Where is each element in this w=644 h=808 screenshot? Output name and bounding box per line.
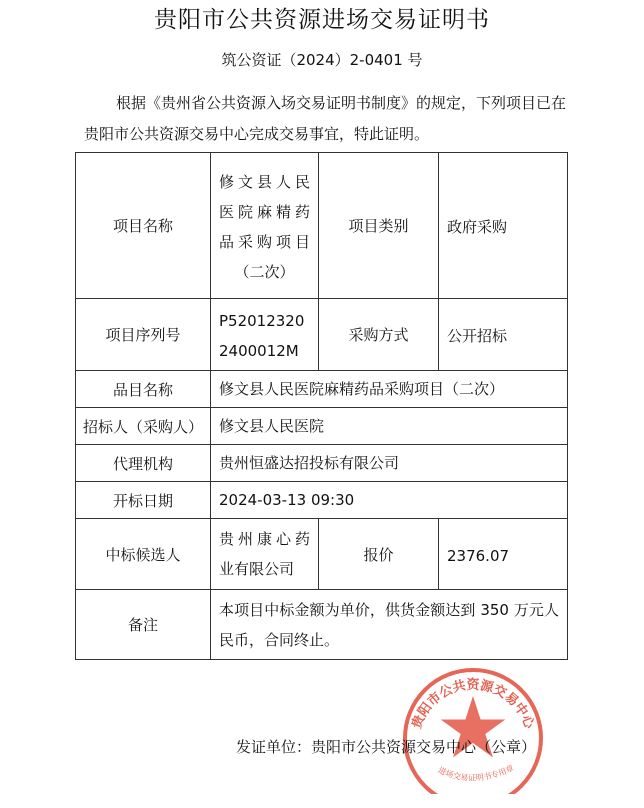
open-date-label: 开标日期	[76, 482, 211, 519]
project-name-line-4: （二次）	[234, 263, 295, 281]
price-label: 报价	[319, 519, 439, 590]
price-value: 2376.07	[439, 519, 568, 590]
serial-label: 项目序列号	[76, 299, 211, 371]
seal-text-bottom: 进场交易证明书专用章	[436, 763, 516, 783]
table-row	[76, 371, 568, 408]
official-seal	[396, 666, 550, 794]
table-row	[76, 590, 568, 660]
project-category-label: 项目类别	[319, 153, 439, 299]
table-row	[76, 445, 568, 482]
intro-paragraph: 根据《贵州省公共资源入场交易证明书制度》的规定，下列项目已在贵阳市公共资源交易中心完成交易事宜，特此证明。	[84, 94, 567, 143]
method-value: 公开招标	[439, 299, 568, 371]
document-number: 筑公资证（2024）2-0401 号	[221, 51, 423, 69]
table-row	[76, 408, 568, 445]
certificate-table	[75, 152, 568, 660]
project-name-line-3: 品采购项目	[219, 233, 310, 251]
table-row	[76, 299, 568, 371]
project-name-line-1: 修文县人民	[219, 173, 310, 191]
project-name-value	[211, 153, 319, 299]
winner-line-2: 业有限公司	[219, 560, 295, 578]
document-title: 贵阳市公共资源进场交易证明书	[154, 7, 490, 33]
table-row	[76, 482, 568, 519]
serial-line-1: P52012320	[219, 312, 305, 330]
item-value: 修文县人民医院麻精药品采购项目（二次）	[211, 371, 568, 408]
serial-line-2: 2400012M	[219, 342, 299, 360]
item-label: 品目名称	[76, 371, 211, 408]
remark-label: 备注	[76, 590, 211, 660]
project-name-label: 项目名称	[76, 153, 211, 299]
remark-value: 本项目中标金额为单价，供货金额达到 350 万元人民币，合同终止。	[211, 590, 568, 660]
issuer-footer: 发证单位：贵阳市公共资源交易中心（公章）	[236, 738, 537, 756]
tenderer-value: 修文县人民医院	[211, 408, 568, 445]
table-row	[76, 153, 568, 299]
table-row	[76, 519, 568, 590]
method-label: 采购方式	[319, 299, 439, 371]
winner-label: 中标候选人	[76, 519, 211, 590]
agency-value: 贵州恒盛达招投标有限公司	[211, 445, 568, 482]
seal-text-top: 贵阳市公共资源交易中心	[409, 677, 537, 731]
winner-line-1: 贵州康心药	[219, 530, 310, 548]
project-name-line-2: 医院麻精药	[219, 203, 310, 221]
winner-value	[211, 519, 319, 590]
open-date-value: 2024-03-13 09:30	[211, 482, 568, 519]
serial-value	[211, 299, 319, 371]
project-category-value: 政府采购	[439, 153, 568, 299]
agency-label: 代理机构	[76, 445, 211, 482]
tenderer-label: 招标人（采购人）	[76, 408, 211, 445]
